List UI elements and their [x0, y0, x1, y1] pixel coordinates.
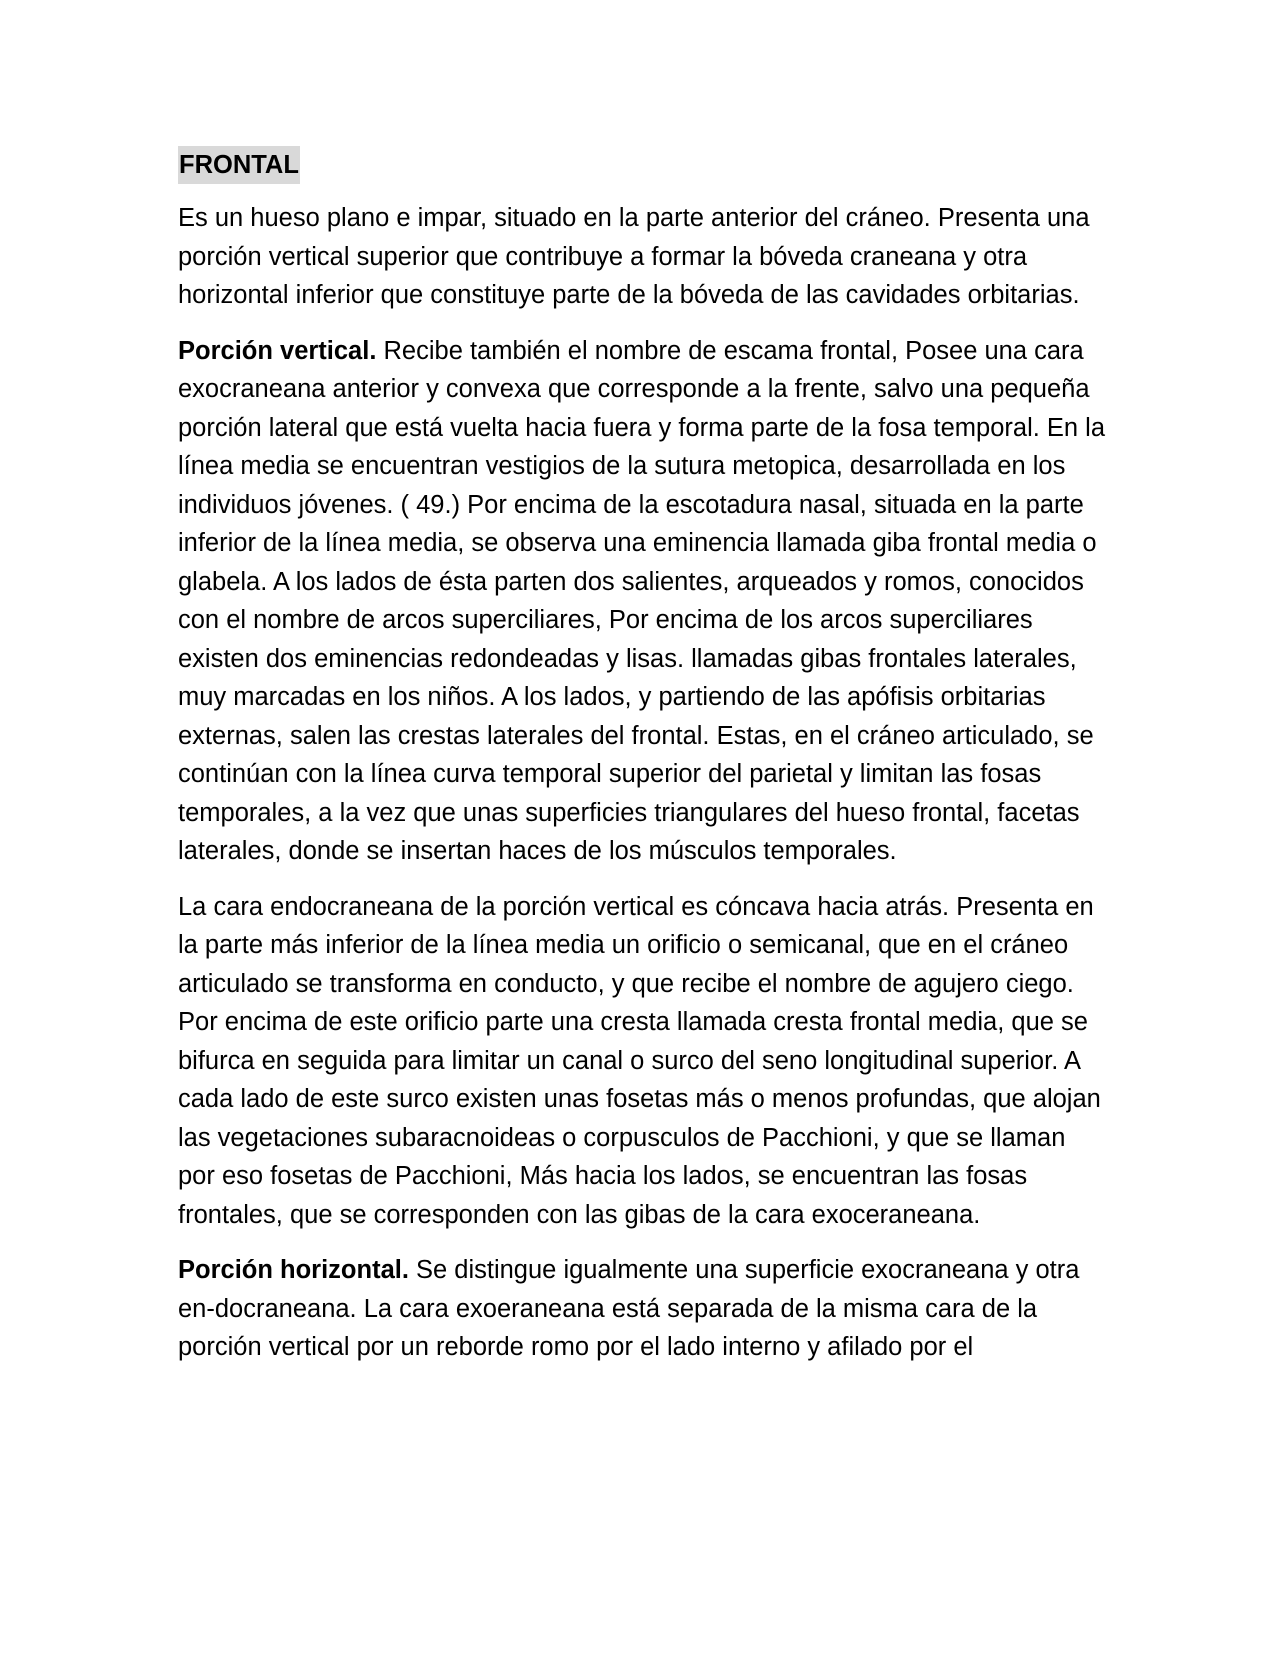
paragraph-text: La cara endocraneana de la porción vertical es cóncava hacia atrás. Presenta en la parte más inferior de la línea media un orificio o semicanal, que en el cráneo articulado se transforma en conducto, y que recibe el nombre de agujero ciego. Por encima de este orificio parte una cresta llamada cresta frontal media, que se bifurca en seguida para limitar un canal o surco del seno longitudinal superior. A cada lado de este surco existen unas fosetas más o menos profundas, que alojan las vegetaciones subaracnoideas o corpusculos de Pacchioni, y que se llaman por eso fosetas de Pacchioni, Más hacia los lados, se encuentran las fosas frontales, que se corresponden con las gibas de la cara exoceraneana.: [178, 892, 1101, 1229]
paragraph-lead: Porción vertical.: [178, 336, 377, 365]
paragraph-intro: [178, 199, 1108, 315]
paragraph-text: Se distingue igualmente una superficie exocraneana y otra en-docraneana. La cara exoeraneana está separada de la misma cara de la porción vertical por un reborde romo por el lado interno y afilado por el: [178, 1256, 1080, 1361]
paragraph-text: Recibe también el nombre de escama frontal, Posee una cara exocraneana anterior y convexa que corresponde a la frente, salvo una pequeña porción lateral que está vuelta hacia fuera y forma parte de la fosa temporal. En la línea media se encuentran vestigios de la sutura metopica, desarrollada en los individuos jóvenes. ( 49.) Por encima de la escotadura nasal, situada en la parte inferior de la línea media, se observa una eminencia llamada giba frontal media o glabela. A los lados de ésta parten dos salientes, arqueados y romos, conocidos con el nombre de arcos superciliares, Por encima de los arcos superciliares existen dos eminencias redondeadas y lisas. llamadas gibas frontales laterales, muy marcadas en los niños. A los lados, y partiendo de las apófisis orbitarias externas, salen las crestas laterales del frontal. Estas, en el cráneo articulado, se continúan con la línea curva temporal superior del parietal y limitan las fosas temporales, a la vez que unas superficies triangulares del hueso frontal, facetas laterales, donde se insertan haces de los músculos temporales.: [178, 336, 1106, 865]
paragraph-endocranial-face: [178, 888, 1108, 1235]
paragraph-lead: Porción horizontal.: [178, 1256, 409, 1284]
document-body: [178, 146, 1108, 1384]
paragraph-text: Es un hueso plano e impar, situado en la parte anterior del cráneo. Presenta una porción vertical superior que contribuye a formar la bóveda craneana y otra horizontal inferior que constituye parte de la bóveda de las cavidades orbitarias.: [178, 204, 1090, 309]
paragraph-vertical-portion: [178, 332, 1108, 871]
section-heading: FRONTAL: [178, 146, 300, 184]
paragraph-horizontal-portion: [178, 1251, 1108, 1367]
